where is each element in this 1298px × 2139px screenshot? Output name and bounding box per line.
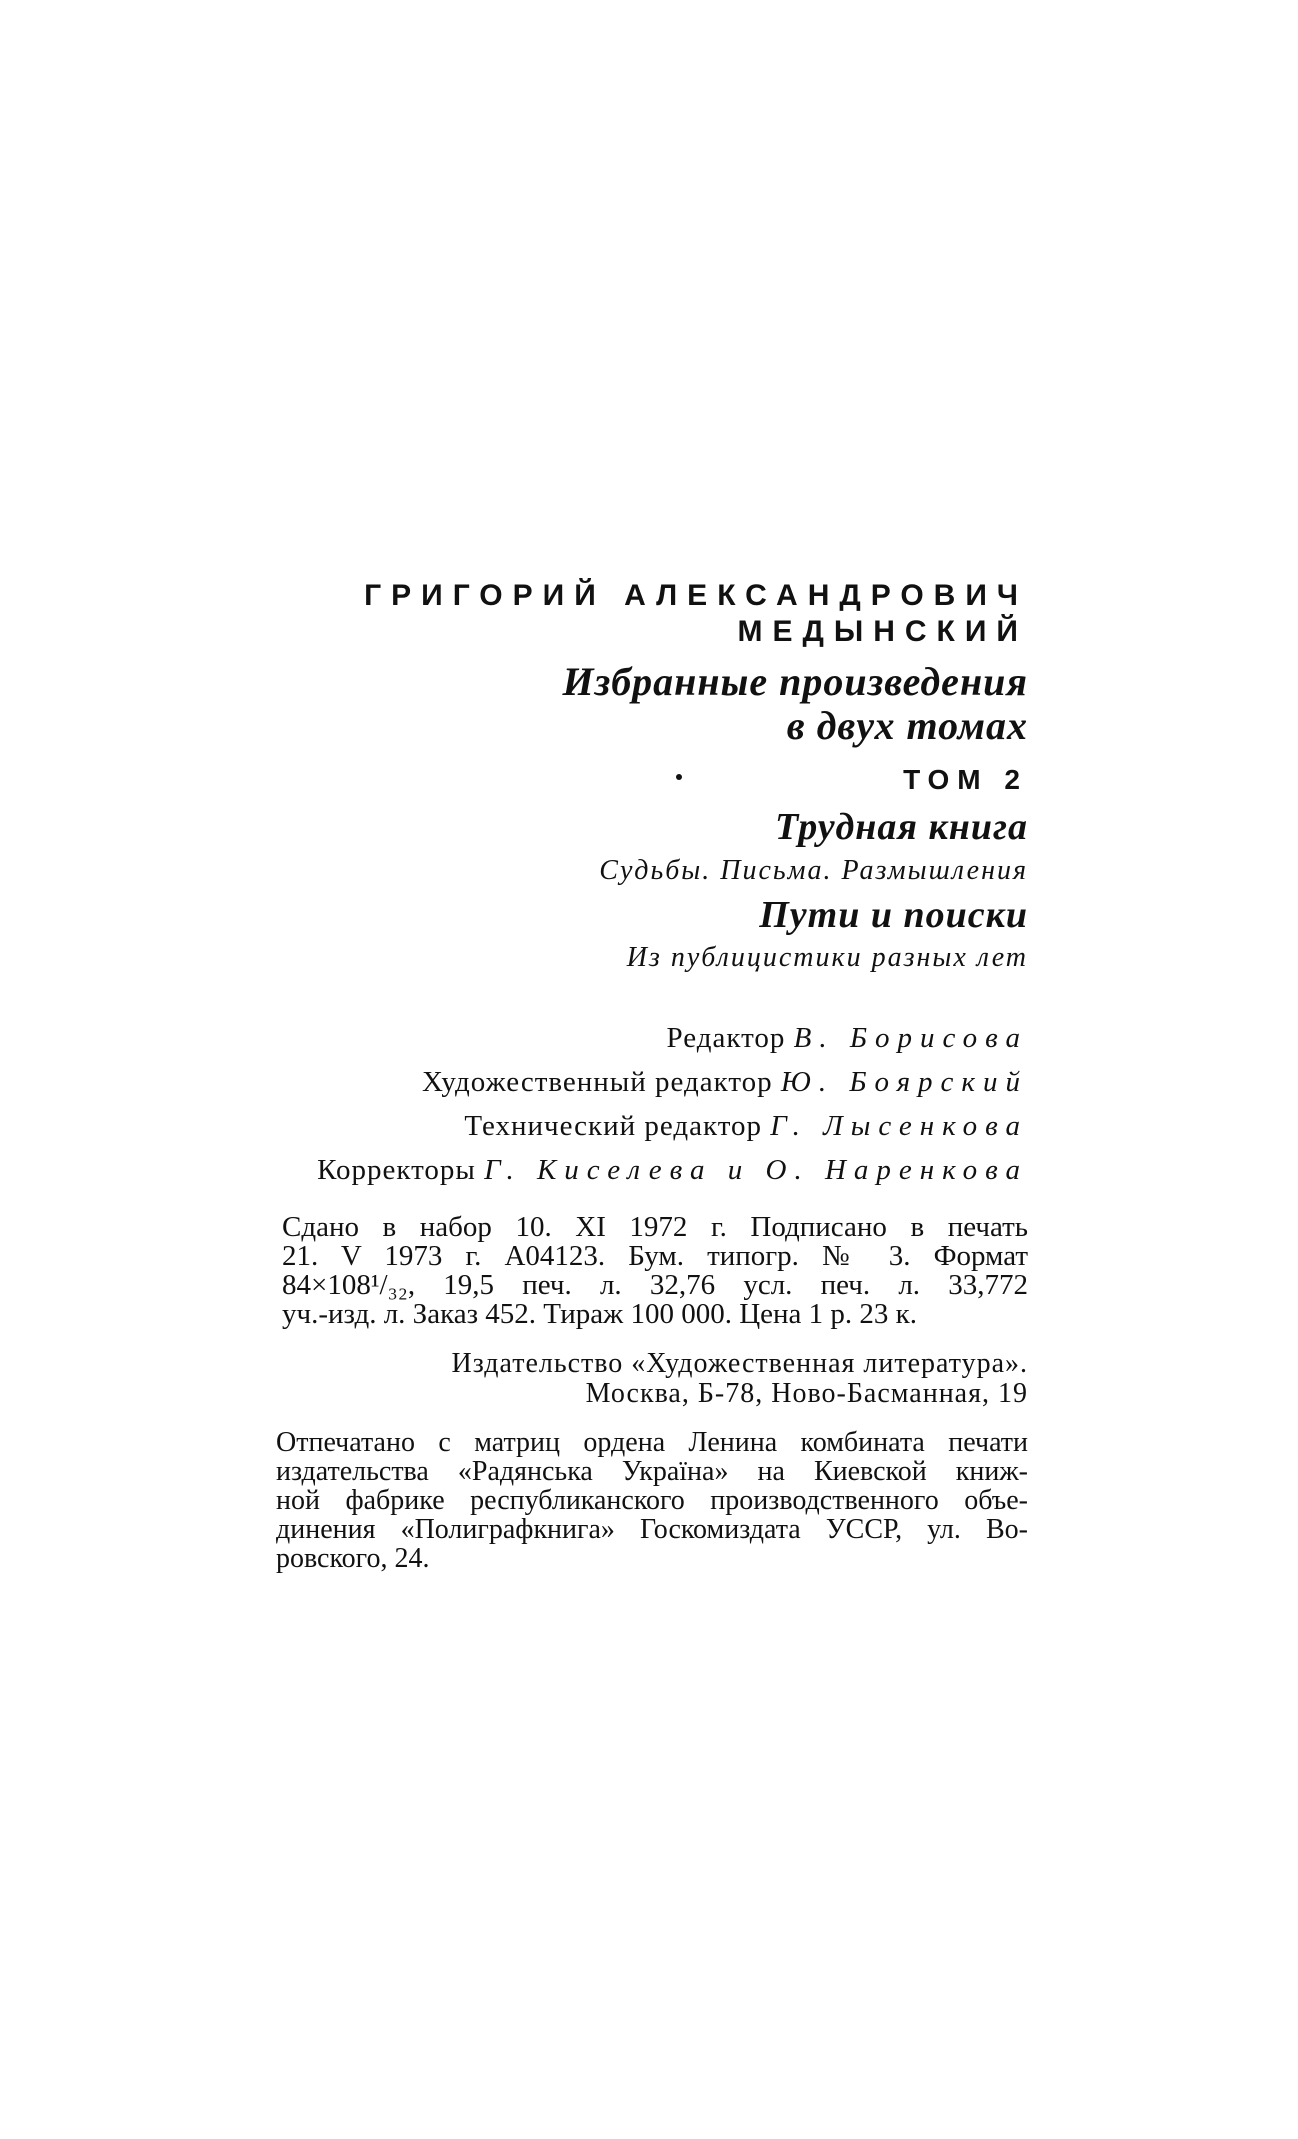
volume-number: ТОМ 2 bbox=[903, 764, 1028, 795]
bullet-mark bbox=[676, 774, 682, 780]
imprint-line: Сдано в набор 10. XI 1972 г. Подписано в печать bbox=[282, 1211, 1028, 1243]
credit-role: Корректоры bbox=[317, 1154, 476, 1186]
publisher-name: Издательство «Художественная литература». bbox=[451, 1348, 1028, 1379]
credit-art-editor bbox=[422, 1066, 1028, 1099]
credit-name: Г. Лысенкова bbox=[770, 1110, 1028, 1142]
printer-line: динения «Полиграфкнига» Госкомиздата УССР, ул. Во- bbox=[276, 1514, 1028, 1545]
publisher-info bbox=[451, 1349, 1028, 1409]
credit-name: Г. Киселева и О. Наренкова bbox=[484, 1154, 1028, 1186]
credit-name: В. Борисова bbox=[793, 1022, 1028, 1054]
credit-role: Редактор bbox=[666, 1022, 786, 1054]
credit-role: Технический редактор bbox=[464, 1110, 763, 1142]
imprint-line: уч.-изд. л. Заказ 452. Тираж 100 000. Цена 1 р. 23 к. bbox=[282, 1298, 918, 1330]
credit-editor bbox=[667, 1022, 1028, 1055]
part2-title: Пути и поиски bbox=[759, 894, 1028, 936]
imprint-details bbox=[282, 1213, 1028, 1329]
printer-line: Отпечатано с матриц ордена Ленина комбината печати bbox=[276, 1427, 1028, 1458]
printer-info bbox=[276, 1428, 1028, 1573]
printer-line: ровского, 24. bbox=[276, 1543, 430, 1574]
work-title-line2: в двух томах bbox=[786, 703, 1028, 748]
work-title bbox=[563, 660, 1029, 748]
credit-proofreaders bbox=[317, 1154, 1028, 1187]
printer-line: издательства «Радянська Україна» на Киевской книж- bbox=[276, 1456, 1028, 1487]
credit-role: Художественный редактор bbox=[421, 1066, 773, 1098]
part1-subtitle: Судьбы. Письма. Размышления bbox=[599, 855, 1028, 886]
author-name bbox=[364, 578, 1028, 650]
imprint-line: 21. V 1973 г. А04123. Бум. типогр. № 3. Формат bbox=[282, 1240, 1028, 1272]
printer-line: ной фабрике республиканского производственного объе- bbox=[276, 1485, 1028, 1516]
author-surname: МЕДЫНСКИЙ bbox=[737, 615, 1028, 648]
imprint-line: 84×108¹/₃₂, 19,5 печ. л. 32,76 усл. печ. л. 33,772 bbox=[282, 1269, 1028, 1301]
credit-tech-editor bbox=[464, 1110, 1028, 1143]
part2-subtitle: Из публицистики разных лет bbox=[626, 942, 1028, 973]
work-title-line1: Избранные произведения bbox=[562, 659, 1028, 704]
credit-name: Ю. Боярский bbox=[780, 1066, 1028, 1098]
author-first-names: ГРИГОРИЙ АЛЕКСАНДРОВИЧ bbox=[364, 579, 1028, 612]
publisher-address: Москва, Б-78, Ново-Басманная, 19 bbox=[585, 1378, 1028, 1409]
part1-title: Трудная книга bbox=[774, 806, 1028, 848]
